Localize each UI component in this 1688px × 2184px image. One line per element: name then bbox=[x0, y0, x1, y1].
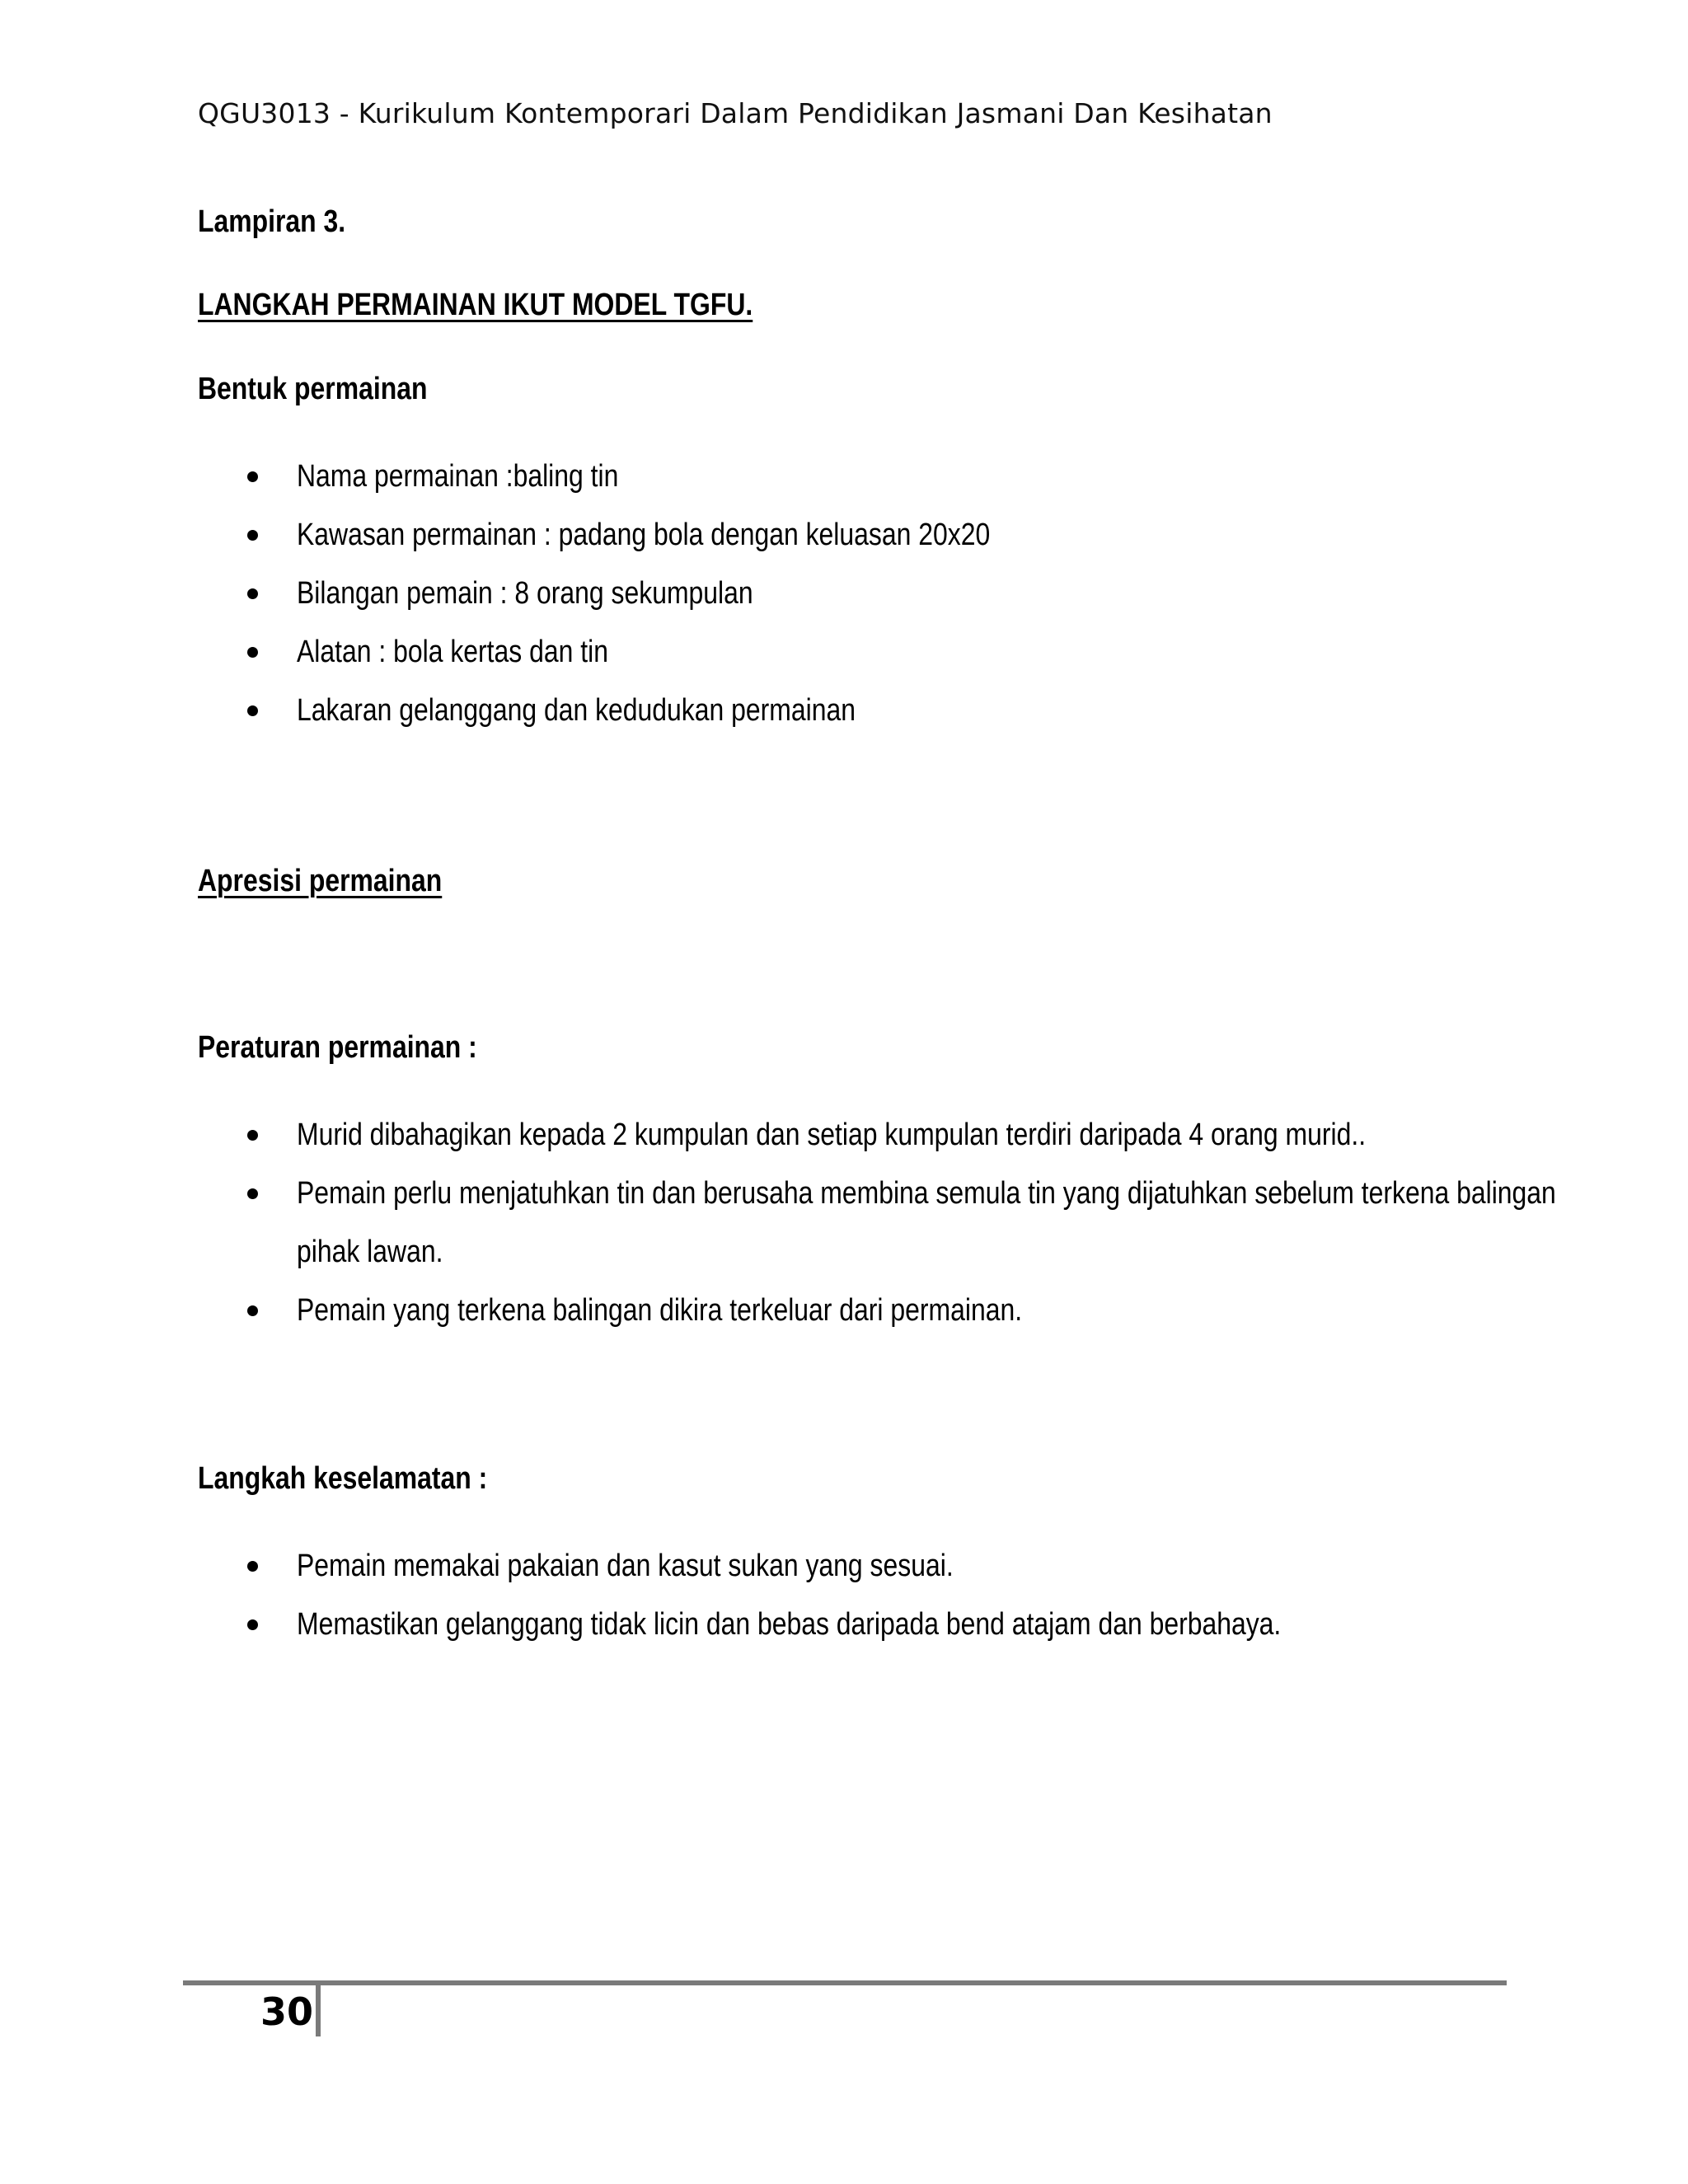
bullet-icon bbox=[247, 1561, 258, 1572]
section-heading-keselamatan: Langkah keselamatan : bbox=[198, 1461, 488, 1496]
list-item: Lakaran gelanggang dan kedudukan permainan bbox=[247, 682, 1533, 740]
list-item: Pemain yang terkena balingan dikira terkeluar dari permainan. bbox=[247, 1282, 1533, 1340]
list-item: Murid dibahagikan kepada 2 kumpulan dan setiap kumpulan terdiri daripada 4 orang murid.. bbox=[247, 1106, 1533, 1165]
bullet-icon bbox=[247, 647, 258, 658]
list-item: Pemain perlu menjatuhkan tin dan berusaha membina semula tin yang dijatuhkan sebelum terkena balingan pihak lawan. bbox=[247, 1165, 1533, 1282]
list-item: Memastikan gelanggang tidak licin dan bebas daripada bend atajam dan berbahaya. bbox=[247, 1596, 1533, 1654]
bullet-icon bbox=[247, 471, 258, 482]
section-heading-peraturan: Peraturan permainan : bbox=[198, 1030, 477, 1065]
keselamatan-list bbox=[247, 1537, 1533, 1654]
bullet-icon bbox=[247, 1188, 258, 1199]
footer-rule bbox=[183, 1980, 1507, 1985]
bentuk-list bbox=[247, 448, 1533, 740]
bullet-icon bbox=[247, 530, 258, 541]
footer-divider bbox=[316, 1980, 321, 2036]
page-number: 30 bbox=[260, 1990, 314, 2034]
list-item: Pemain memakai pakaian dan kasut sukan yang sesuai. bbox=[247, 1537, 1533, 1596]
list-item: Bilangan pemain : 8 orang sekumpulan bbox=[247, 565, 1533, 623]
peraturan-list bbox=[247, 1106, 1556, 1340]
section-heading-bentuk: Bentuk permainan bbox=[198, 372, 428, 406]
appendix-label: Lampiran 3. bbox=[198, 204, 346, 239]
bullet-icon bbox=[247, 588, 258, 599]
list-item: Alatan : bola kertas dan tin bbox=[247, 623, 1533, 682]
bullet-icon bbox=[247, 1305, 258, 1316]
running-header: QGU3013 - Kurikulum Kontemporari Dalam Pendidikan Jasmani Dan Kesihatan bbox=[198, 97, 1273, 129]
main-title: LANGKAH PERMAINAN IKUT MODEL TGFU. bbox=[198, 288, 753, 322]
bullet-icon bbox=[247, 1130, 258, 1141]
bullet-icon bbox=[247, 705, 258, 716]
list-item: Nama permainan :baling tin bbox=[247, 448, 1533, 506]
section-heading-apresiasi: Apresisi permainan bbox=[198, 864, 443, 898]
list-item: Kawasan permainan : padang bola dengan keluasan 20x20 bbox=[247, 506, 1533, 565]
bullet-icon bbox=[247, 1619, 258, 1630]
